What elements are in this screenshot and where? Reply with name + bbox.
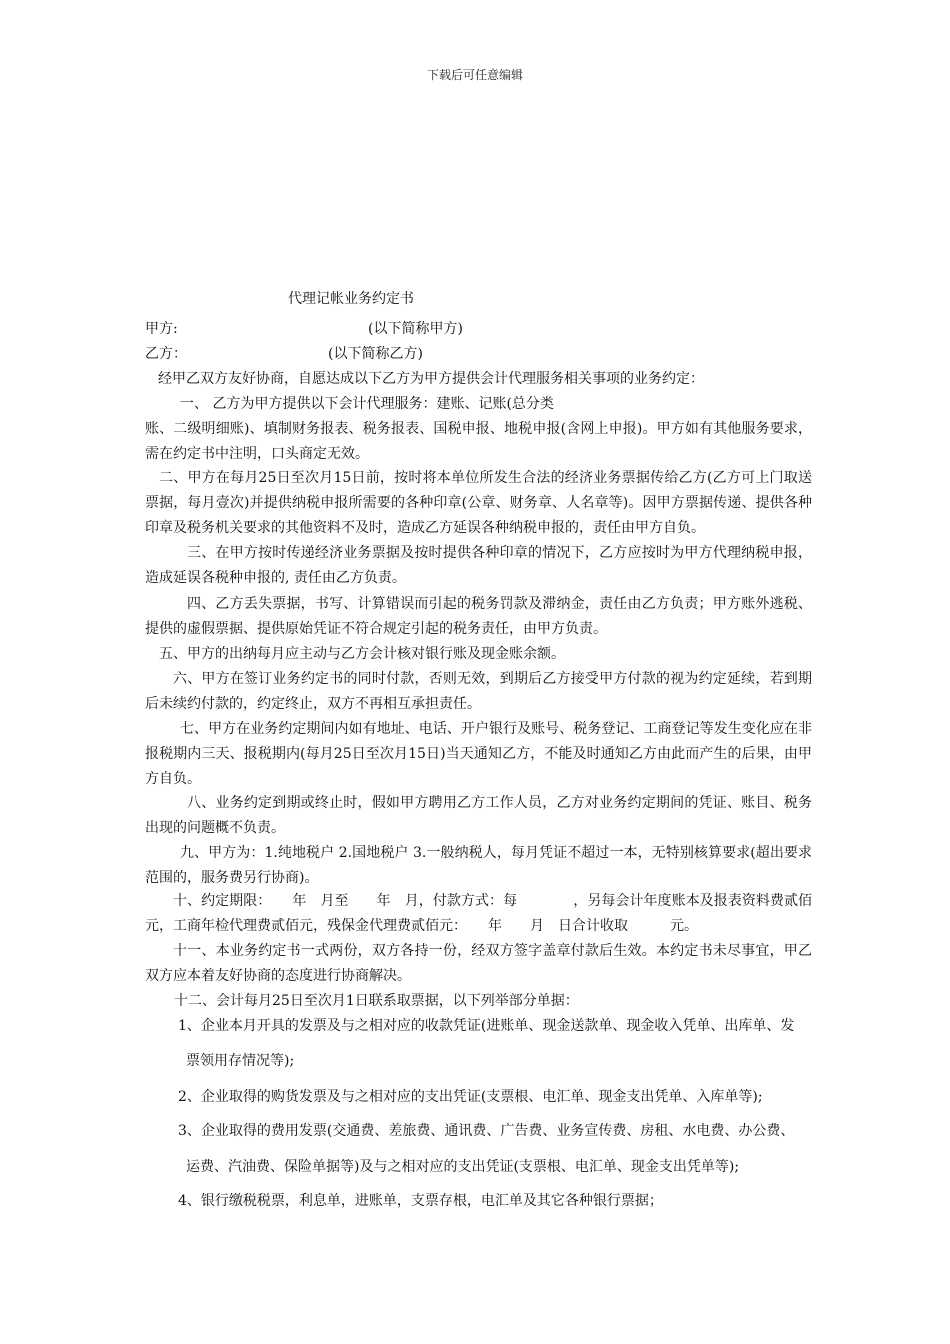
list-item-3-line-1: 3、企业取得的费用发票(交通费、差旅费、通讯费、广告费、业务宣传费、房租、水电费、办公费、	[178, 1123, 795, 1139]
clause-12: 十二、会计每月25日至次月1日联系取票据，以下列举部分单据：	[174, 993, 579, 1009]
clause-3: 三、在甲方按时传递经济业务票据及按时提供各种印章的情况下，乙方应按时为甲方代理纳税申报，造成延误各税种申报的, 责任由乙方负责。	[145, 545, 812, 586]
intro-paragraph: 经甲乙双方友好协商，自愿达成以下乙方为甲方提供会计代理服务相关事项的业务约定：	[158, 371, 704, 387]
list-item-1-line-2: 票领用存情况等);	[186, 1053, 295, 1069]
clause-11: 十一、本业务约定书一式两份，双方各持一份，经双方签字盖章付款后生效。本约定书未尽事宜，甲乙双方应本着友好协商的态度进行协商解决。	[145, 943, 812, 984]
list-item-2: 2、企业取得的购货发票及与之相对应的支出凭证(支票根、电汇单、现金支出凭单、入库单等);	[178, 1089, 763, 1105]
party-b-label: 乙方：	[145, 346, 187, 362]
page-header: 下载后可任意编辑	[426, 68, 523, 82]
party-a-note: (以下简称甲方)	[368, 321, 463, 337]
clause-1-first-line: 一、 乙方为甲方提供以下会计代理服务：建账、记账(总分类	[180, 396, 554, 412]
document-title: 代理记帐业务约定书	[288, 291, 414, 307]
party-b-note: (以下简称乙方)	[328, 346, 423, 362]
list-item-3-line-2: 运费、汽油费、保险单据等)及与之相对应的支出凭证(支票根、电汇单、现金支出凭单等);	[186, 1159, 740, 1175]
clause-7: 七、甲方在业务约定期间内如有地址、电话、开户银行及账号、税务登记、工商登记等发生变化应在非报税期内三天、报税期内(每月25日至次月15日)当天通知乙方，不能及时通知乙方由此而产生的后果，由甲方自负。	[145, 721, 812, 787]
list-item-4: 4、银行缴税税票，利息单，进账单，支票存根，电汇单及其它各种银行票据；	[178, 1193, 663, 1209]
clause-4: 四、乙方丢失票据，书写、计算错误而引起的税务罚款及滞纳金，责任由乙方负责；甲方账外逃税、提供的虚假票据、提供原始凭证不符合规定引起的税务责任，由甲方负责。	[145, 596, 812, 637]
clause-10: 十、约定期限： 年 月至 年 月，付款方式：每 ，另每会计年度账本及报表资料费贰佰元，工商年检代理费贰佰元，残保金代理费贰佰元： 年 月 日合计收取 元。	[145, 893, 812, 934]
party-a-label: 甲方:	[145, 321, 178, 337]
clause-8: 八、业务约定到期或终止时，假如甲方聘用乙方工作人员，乙方对业务约定期间的凭证、账目、税务出现的问题概不负责。	[145, 795, 812, 836]
clause-9: 九、甲方为：1.纯地税户 2.国地税户 3.一般纳税人，每月凭证不超过一本，无特别核算要求(超出要求范围的，服务费另行协商)。	[145, 845, 812, 886]
clause-2: 二、甲方在每月25日至次月15日前，按时将本单位所发生合法的经济业务票据传给乙方(乙方可上门取送票据，每月壹次)并提供纳税申报所需要的各种印章(公章、财务章、人名章等)。因甲方票据传递、提供各种印章及税务机关要求的其他资料不及时，造成乙方延误各种纳税申报的，责任由甲方自负。	[145, 470, 812, 536]
clause-1-rest: 账、二级明细账)、填制财务报表、税务报表、国税申报、地税申报(含网上申报)。甲方如有其他服务要求，需在约定书中注明，口头商定无效。	[145, 421, 812, 462]
clause-5: 五、甲方的出纳每月应主动与乙方会计核对银行账及现金账余额。	[159, 646, 565, 662]
clause-6: 六、甲方在签订业务约定书的同时付款，否则无效，到期后乙方接受甲方付款的视为约定延续，若到期后未续约付款的，约定终止，双方不再相互承担责任。	[145, 671, 812, 712]
list-item-1-line-1: 1、企业本月开具的发票及与之相对应的收款凭证(进账单、现金送款单、现金收入凭单、出库单、发	[178, 1018, 795, 1034]
